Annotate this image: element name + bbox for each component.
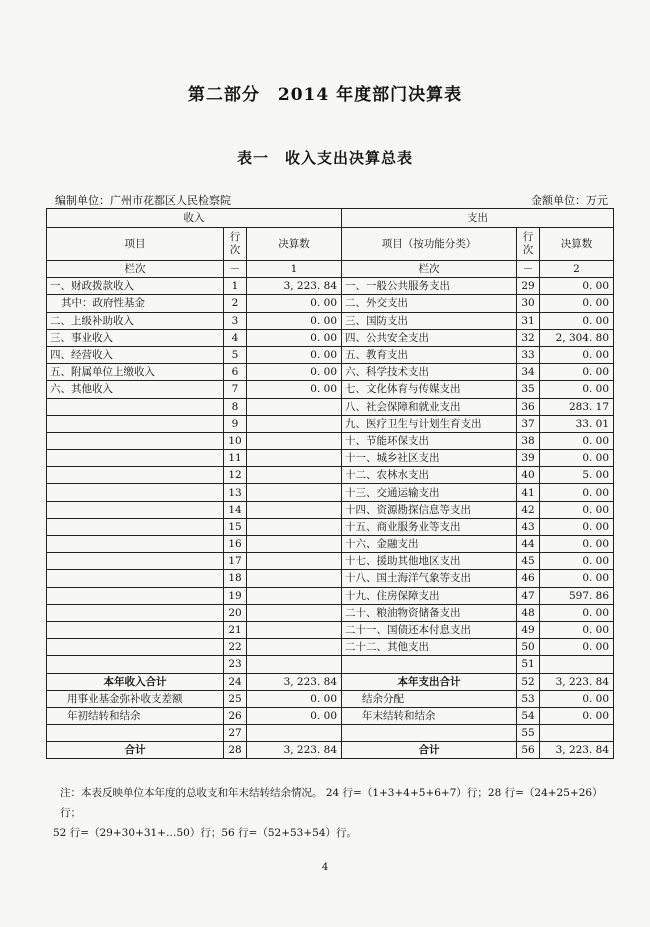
expense-line-no: 37 — [517, 415, 540, 432]
expense-line-no: 48 — [517, 604, 540, 621]
expense-line-no: 54 — [517, 707, 540, 724]
income-line-no: 15 — [224, 518, 247, 535]
meta-row — [55, 192, 608, 208]
expense-amount: 0. 00 — [540, 312, 614, 329]
expense-item: 十九、住房保障支出 — [342, 587, 517, 604]
income-line-no: 11 — [224, 450, 247, 467]
table-row — [47, 570, 614, 587]
expense-item: 九、医疗卫生与计划生育支出 — [342, 415, 517, 432]
table-row — [47, 621, 614, 638]
expense-item: 十六、金融支出 — [342, 536, 517, 553]
expense-line-no: 51 — [517, 656, 540, 673]
table-row — [47, 278, 614, 295]
income-amount-header: 决算数 — [247, 228, 342, 261]
table-row — [47, 432, 614, 449]
income-line-no: 12 — [224, 467, 247, 484]
expense-amount: 0. 00 — [540, 278, 614, 295]
income-item — [47, 415, 224, 432]
income-amount — [247, 467, 342, 484]
income-line-no: 21 — [224, 621, 247, 638]
income-amount — [247, 518, 342, 535]
expense-line-no: 33 — [517, 346, 540, 363]
income-col-label: 栏次 — [47, 261, 224, 278]
income-item — [47, 501, 224, 518]
table-row — [47, 604, 614, 621]
income-line-no: 1 — [224, 278, 247, 295]
expense-item: 二十一、国债还本付息支出 — [342, 621, 517, 638]
expense-amount: 0. 00 — [540, 604, 614, 621]
expense-item: 十三、交通运输支出 — [342, 484, 517, 501]
part-title: 第二部分 2014 年度部门决算表 — [187, 85, 463, 105]
expense-line-no: 50 — [517, 639, 540, 656]
expense-item — [342, 656, 517, 673]
income-amount — [247, 398, 342, 415]
table-row — [47, 501, 614, 518]
expense-item: 年末结转和结余 — [342, 707, 517, 724]
column-index-row — [47, 261, 614, 278]
income-item — [47, 450, 224, 467]
expense-line-no: 56 — [517, 742, 540, 759]
income-item: 三、事业收入 — [47, 329, 224, 346]
income-amount: 3, 223. 84 — [247, 673, 342, 690]
expense-line-no: 35 — [517, 381, 540, 398]
expense-line-no: 30 — [517, 295, 540, 312]
page-number: 4 — [321, 862, 329, 873]
income-amount: 0. 00 — [247, 346, 342, 363]
income-section-header: 收入 — [47, 209, 342, 228]
expense-line-no: 31 — [517, 312, 540, 329]
expense-amount: 0. 00 — [540, 364, 614, 381]
table-row — [47, 725, 614, 742]
expense-item: 一、一般公共服务支出 — [342, 278, 517, 295]
expense-item: 十一、城乡社区支出 — [342, 450, 517, 467]
expense-line-no: 40 — [517, 467, 540, 484]
income-line-no: 17 — [224, 553, 247, 570]
income-item — [47, 621, 224, 638]
expense-line-no: 39 — [517, 450, 540, 467]
income-item — [47, 604, 224, 621]
income-expense-table — [46, 208, 614, 759]
expense-item: 合计 — [342, 742, 517, 759]
income-item — [47, 570, 224, 587]
income-amount — [247, 432, 342, 449]
expense-line-no: 47 — [517, 587, 540, 604]
table-row — [47, 673, 614, 690]
expense-amount: 2, 304. 80 — [540, 329, 614, 346]
income-line-no: 18 — [224, 570, 247, 587]
income-line-header: 行 次 — [224, 228, 247, 261]
income-item: 二、上级补助收入 — [47, 312, 224, 329]
income-item: 四、经营收入 — [47, 346, 224, 363]
income-line-no: 3 — [224, 312, 247, 329]
income-amount — [247, 656, 342, 673]
income-line-no: 16 — [224, 536, 247, 553]
expense-item: 十五、商业服务业等支出 — [342, 518, 517, 535]
income-item: 六、其他收入 — [47, 381, 224, 398]
expense-line-no: 52 — [517, 673, 540, 690]
income-item-header: 项目 — [47, 228, 224, 261]
income-line-no: 7 — [224, 381, 247, 398]
income-col-dash: － — [224, 261, 247, 278]
table-row — [47, 690, 614, 707]
expense-amount: 0. 00 — [540, 621, 614, 638]
income-amount — [247, 587, 342, 604]
expense-item: 二十、粮油物资储备支出 — [342, 604, 517, 621]
expense-item: 十二、农林水支出 — [342, 467, 517, 484]
expense-amount: 3, 223. 84 — [540, 673, 614, 690]
expense-section-header: 支出 — [342, 209, 614, 228]
income-amount — [247, 501, 342, 518]
table-row — [47, 381, 614, 398]
table-row — [47, 587, 614, 604]
income-amount: 0. 00 — [247, 381, 342, 398]
expense-item: 十七、援助其他地区支出 — [342, 553, 517, 570]
expense-col-label: 栏次 — [342, 261, 517, 278]
income-amount: 0. 00 — [247, 364, 342, 381]
expense-amount: 0. 00 — [540, 450, 614, 467]
expense-item-header: 项目（按功能分类） — [342, 228, 517, 261]
expense-item: 八、社会保障和就业支出 — [342, 398, 517, 415]
expense-amount: 5. 00 — [540, 467, 614, 484]
income-item: 用事业基金弥补收支差额 — [47, 690, 224, 707]
expense-amount: 33. 01 — [540, 415, 614, 432]
table-row — [47, 742, 614, 759]
expense-amount: 0. 00 — [540, 432, 614, 449]
income-line-no: 20 — [224, 604, 247, 621]
expense-item: 十八、国土海洋气象等支出 — [342, 570, 517, 587]
income-amount: 3, 223. 84 — [247, 742, 342, 759]
income-line-no: 4 — [224, 329, 247, 346]
table-row — [47, 656, 614, 673]
income-item — [47, 656, 224, 673]
expense-amount: 0. 00 — [540, 518, 614, 535]
income-item — [47, 484, 224, 501]
expense-line-no: 53 — [517, 690, 540, 707]
expense-amount: 0. 00 — [540, 553, 614, 570]
income-item — [47, 553, 224, 570]
expense-line-no: 45 — [517, 553, 540, 570]
expense-item: 结余分配 — [342, 690, 517, 707]
income-amount — [247, 536, 342, 553]
expense-item: 十、节能环保支出 — [342, 432, 517, 449]
income-line-no: 14 — [224, 501, 247, 518]
expense-amount: 597. 86 — [540, 587, 614, 604]
income-amount: 0. 00 — [247, 707, 342, 724]
income-amount — [247, 415, 342, 432]
expense-amount: 0. 00 — [540, 381, 614, 398]
income-amount: 0. 00 — [247, 329, 342, 346]
expense-item: 三、国防支出 — [342, 312, 517, 329]
expense-amount: 0. 00 — [540, 484, 614, 501]
table-row — [47, 484, 614, 501]
section-header-row — [47, 209, 614, 228]
income-amount: 0. 00 — [247, 295, 342, 312]
income-line-no: 2 — [224, 295, 247, 312]
income-item — [47, 725, 224, 742]
income-item: 本年收入合计 — [47, 673, 224, 690]
table-row — [47, 364, 614, 381]
expense-line-no: 36 — [517, 398, 540, 415]
expense-item: 二十二、其他支出 — [342, 639, 517, 656]
income-col-index: 1 — [247, 261, 342, 278]
income-item — [47, 639, 224, 656]
expense-item: 四、公共安全支出 — [342, 329, 517, 346]
expense-line-no: 34 — [517, 364, 540, 381]
table-title: 表一 收入支出决算总表 — [236, 149, 413, 167]
expense-amount: 0. 00 — [540, 346, 614, 363]
table-row — [47, 450, 614, 467]
expense-amount: 0. 00 — [540, 707, 614, 724]
expense-line-no: 49 — [517, 621, 540, 638]
table-row — [47, 312, 614, 329]
income-amount — [247, 725, 342, 742]
expense-item: 十四、资源勘探信息等支出 — [342, 501, 517, 518]
expense-line-no: 38 — [517, 432, 540, 449]
expense-line-no: 43 — [517, 518, 540, 535]
expense-amount: 0. 00 — [540, 295, 614, 312]
expense-item: 六、科学技术支出 — [342, 364, 517, 381]
income-item — [47, 432, 224, 449]
income-item — [47, 398, 224, 415]
table-row — [47, 639, 614, 656]
expense-item — [342, 725, 517, 742]
expense-amount: 0. 00 — [540, 501, 614, 518]
expense-amount: 0. 00 — [540, 570, 614, 587]
expense-line-header: 行 次 — [517, 228, 540, 261]
expense-col-dash: － — [517, 261, 540, 278]
expense-amount: 3, 223. 84 — [540, 742, 614, 759]
income-line-no: 26 — [224, 707, 247, 724]
expense-line-no: 46 — [517, 570, 540, 587]
income-line-no: 10 — [224, 432, 247, 449]
expense-line-no: 44 — [517, 536, 540, 553]
income-amount: 0. 00 — [247, 690, 342, 707]
table-row — [47, 329, 614, 346]
expense-item: 二、外交支出 — [342, 295, 517, 312]
income-amount: 3, 223. 84 — [247, 278, 342, 295]
income-line-no: 6 — [224, 364, 247, 381]
org-label: 编制单位：广州市花都区人民检察院 — [55, 194, 231, 207]
income-amount — [247, 621, 342, 638]
table-row — [47, 467, 614, 484]
expense-amount: 0. 00 — [540, 536, 614, 553]
income-line-no: 23 — [224, 656, 247, 673]
income-item: 年初结转和结余 — [47, 707, 224, 724]
expense-line-no: 29 — [517, 278, 540, 295]
income-line-no: 22 — [224, 639, 247, 656]
note-line-1: 注：本表反映单位本年度的总收支和年末结转结余情况。 24 行=（1+3+4+5+6+7）行；28 行=（24+25+26）行； — [60, 787, 603, 819]
income-amount: 0. 00 — [247, 312, 342, 329]
expense-item: 七、文化体育与传媒支出 — [342, 381, 517, 398]
income-amount — [247, 639, 342, 656]
income-item — [47, 587, 224, 604]
income-item: 一、财政拨款收入 — [47, 278, 224, 295]
income-item — [47, 467, 224, 484]
expense-col-index: 2 — [540, 261, 614, 278]
income-line-no: 19 — [224, 587, 247, 604]
income-line-no: 5 — [224, 346, 247, 363]
income-amount — [247, 570, 342, 587]
income-amount — [247, 484, 342, 501]
expense-amount: 0. 00 — [540, 690, 614, 707]
income-amount — [247, 604, 342, 621]
expense-amount: 283. 17 — [540, 398, 614, 415]
income-item — [47, 518, 224, 535]
table-row — [47, 553, 614, 570]
column-header-row — [47, 228, 614, 261]
income-line-no: 28 — [224, 742, 247, 759]
income-item: 其中：政府性基金 — [47, 295, 224, 312]
income-item: 五、附属单位上缴收入 — [47, 364, 224, 381]
table-row — [47, 346, 614, 363]
table-row — [47, 415, 614, 432]
expense-amount — [540, 725, 614, 742]
expense-item: 本年支出合计 — [342, 673, 517, 690]
income-item: 合计 — [47, 742, 224, 759]
table-row — [47, 536, 614, 553]
income-line-no: 9 — [224, 415, 247, 432]
income-amount — [247, 450, 342, 467]
unit-label: 金额单位：万元 — [531, 194, 608, 207]
expense-item: 五、教育支出 — [342, 346, 517, 363]
income-line-no: 25 — [224, 690, 247, 707]
note-line-2: 52 行=（29+30+31+…50）行；56 行=（52+53+54）行。 — [53, 827, 358, 839]
expense-line-no: 32 — [517, 329, 540, 346]
income-amount — [247, 553, 342, 570]
table-row — [47, 398, 614, 415]
table-row — [47, 518, 614, 535]
income-line-no: 24 — [224, 673, 247, 690]
expense-line-no: 55 — [517, 725, 540, 742]
expense-amount — [540, 656, 614, 673]
income-item — [47, 536, 224, 553]
expense-amount-header: 决算数 — [540, 228, 614, 261]
expense-line-no: 42 — [517, 501, 540, 518]
income-line-no: 13 — [224, 484, 247, 501]
income-line-no: 8 — [224, 398, 247, 415]
income-line-no: 27 — [224, 725, 247, 742]
table-row — [47, 707, 614, 724]
expense-amount: 0. 00 — [540, 639, 614, 656]
expense-line-no: 41 — [517, 484, 540, 501]
table-note — [53, 783, 620, 843]
table-row — [47, 295, 614, 312]
